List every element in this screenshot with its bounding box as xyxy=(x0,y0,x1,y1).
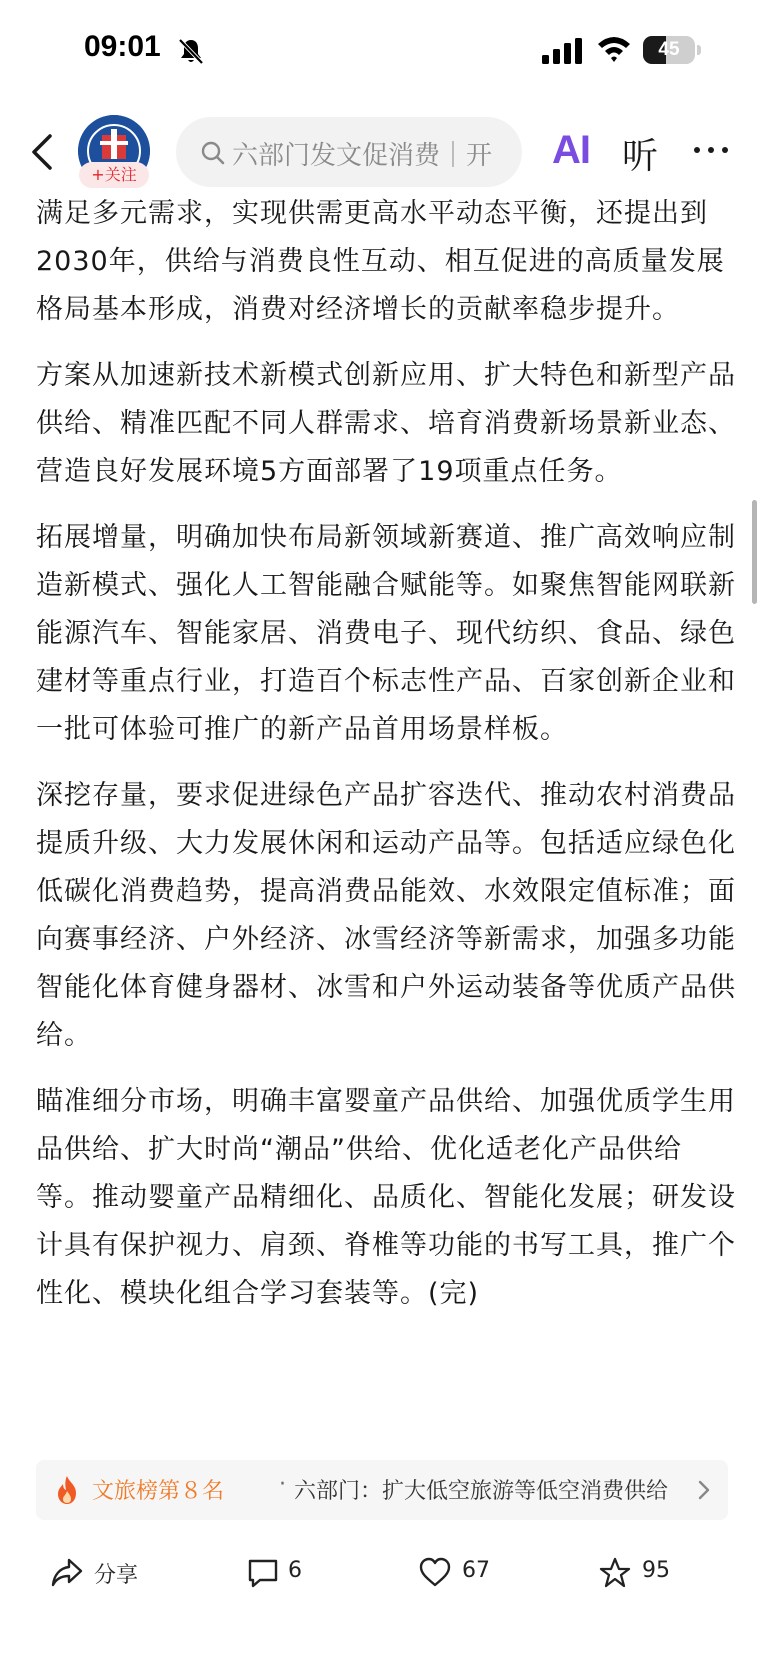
chevron-right-icon xyxy=(696,1476,712,1504)
comment-icon xyxy=(246,1556,280,1590)
article-paragraph: 深挖存量，要求促进绿色产品扩容迭代、推动农村消费品提质升级、大力发展休闲和运动产品等。包括适应绿色化低碳化消费趋势，提高消费品能效、水效限定值标准；面向赛事经济、户外经济、冰雪经济等新需求，加强多功能智能化体育健身器材、冰雪和户外运动装备等优质产品供给。 xyxy=(36,780,736,1051)
status-time: 09:01 xyxy=(84,30,161,63)
search-bar[interactable] xyxy=(176,117,522,187)
like-count: 67 xyxy=(462,1558,490,1583)
scrollbar[interactable] xyxy=(752,500,757,604)
ranking-separator: · xyxy=(279,1472,286,1497)
fire-icon xyxy=(54,1475,80,1505)
article-paragraph: 满足多元需求，实现供需更高水平动态平衡，还提出到2030年，供给与消费良性互动、相互促进的高质量发展格局基本形成，消费对经济增长的贡献率稳步提升。 xyxy=(36,198,725,325)
article-paragraph: 瞄准细分市场，明确丰富婴童产品供给、加强优质学生用品供给、扩大时尚“潮品”供给、优化适老化产品供给等。推动婴童产品精细化、品质化、智能化发展；研发设计具有保护视力、肩颈、脊椎等功能的书写工具，推广个性化、模块化组合学习套装等。(完) xyxy=(36,1086,736,1309)
favorite-count: 95 xyxy=(642,1558,670,1583)
ai-label: AI xyxy=(552,128,590,172)
wifi-icon xyxy=(596,34,632,64)
search-placeholder: 六部门发文促消费｜开 xyxy=(232,141,493,171)
comment-count: 6 xyxy=(288,1558,302,1583)
bell-muted-icon xyxy=(176,36,206,66)
like-icon xyxy=(418,1556,452,1590)
favorite-icon xyxy=(598,1556,632,1590)
action-bar xyxy=(0,1540,768,1610)
ranking-banner[interactable] xyxy=(36,1460,728,1520)
more-icon[interactable] xyxy=(690,130,732,170)
article-paragraph: 方案从加速新技术新模式创新应用、扩大特色和新型产品供给、精准匹配不同人群需求、培育消费新场景新业态、营造良好发展环境5方面部署了19项重点任务。 xyxy=(36,360,736,487)
share-label: 分享 xyxy=(94,1563,139,1588)
search-icon xyxy=(200,140,226,166)
ai-button[interactable] xyxy=(552,128,590,173)
follow-button[interactable]: +关注 xyxy=(79,162,149,188)
back-arrow-icon[interactable] xyxy=(28,130,58,174)
status-bar xyxy=(0,0,768,100)
share-icon xyxy=(50,1556,84,1590)
signal-icon xyxy=(542,38,584,64)
battery-cap xyxy=(697,45,701,55)
battery-icon xyxy=(643,36,695,64)
listen-button[interactable]: 听 xyxy=(622,136,659,177)
battery-percentage: 45 xyxy=(658,39,680,60)
article-paragraph: 拓展增量，明确加快布局新领域新赛道、推广高效响应制造新模式、强化人工智能融合赋能等。如聚焦智能网联新能源汽车、智能家居、消费电子、现代纺织、食品、绿色建材等重点行业，打造百个标志性产品、百家创新企业和一批可体验可推广的新产品首用场景样板。 xyxy=(36,522,736,745)
ranking-title: 六部门：扩大低空旅游等低空消费供给 xyxy=(294,1479,669,1504)
ranking-tag: 文旅榜第８名 xyxy=(92,1479,225,1504)
article-body xyxy=(36,190,736,1336)
